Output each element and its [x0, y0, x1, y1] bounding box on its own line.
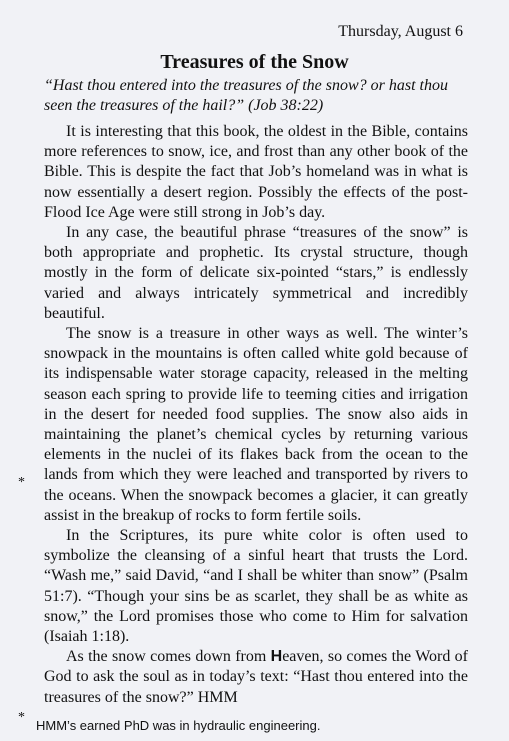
- page-date: Thursday, August 6: [338, 23, 463, 40]
- heaven-initial: H: [270, 648, 283, 666]
- paragraph-2: In any case, the beautiful phrase “treasures of the snow” is both appropriate and prophetic. Its crystal structure, though mostly in the form of delicate six-pointed “stars,” is endlessly varied and always intricately symmetrical and incredibly beautiful.: [44, 224, 468, 322]
- paragraph-3: The snow is a treasure in other ways as well. The winter’s snowpack in the mountains is often called white gold because of its indispensable water storage capacity, released in the melting season each spring to provide life to teeming cities and irrigation in the desert for needed food supplies. The snow also aids in maintaining the planet’s chemical cycles by returning various elements in the nuclei of its flakes back from the ocean to the lands from which they were leached and transported by rivers to the oceans. When the snowpack becomes a glacier, it can greatly assist in the breakup of rocks to form fertile soils.: [44, 325, 468, 524]
- footnote-marker: *: [18, 710, 25, 725]
- scripture-verse: “Hast thou entered into the treasures of the snow? or hast thou seen the treasures of the hail?” (Job 38:22): [44, 77, 448, 114]
- paragraph-5-end: eaven, so comes the Word of God to ask the soul as in today’s text: “Hast thou entered into the treasures of the snow?” HMM: [44, 648, 469, 706]
- devotional-title: Treasures of the Snow: [160, 51, 349, 73]
- paragraph-5-start: As the snow comes down from: [66, 648, 271, 666]
- footnote-text: HMM’s earned PhD was in hydraulic engineering.: [36, 718, 321, 733]
- devotional-body: [44, 122, 468, 708]
- paragraph-4: In the Scriptures, its pure white color is often used to symbolize the cleansing of a sinful heart that trusts the Lord. “Wash me,” said David, “and I shall be whiter than snow” (Psalm 51:7). “Though your sins be as scarlet, they shall be as white as snow,” the Lord promises those who come to Him for salvation (Isaiah 1:18).: [44, 527, 468, 646]
- paragraph-1: It is interesting that this book, the oldest in the Bible, contains more references to snow, ice, and frost than any other book of the Bible. This is despite the fact that Job’s homeland was in what is now essentially a desert region. Possibly the effects of the post-Flood Ice Age were still strong in Job’s day.: [44, 123, 468, 221]
- margin-footnote-marker: *: [18, 475, 25, 490]
- paragraph-5: [44, 647, 468, 708]
